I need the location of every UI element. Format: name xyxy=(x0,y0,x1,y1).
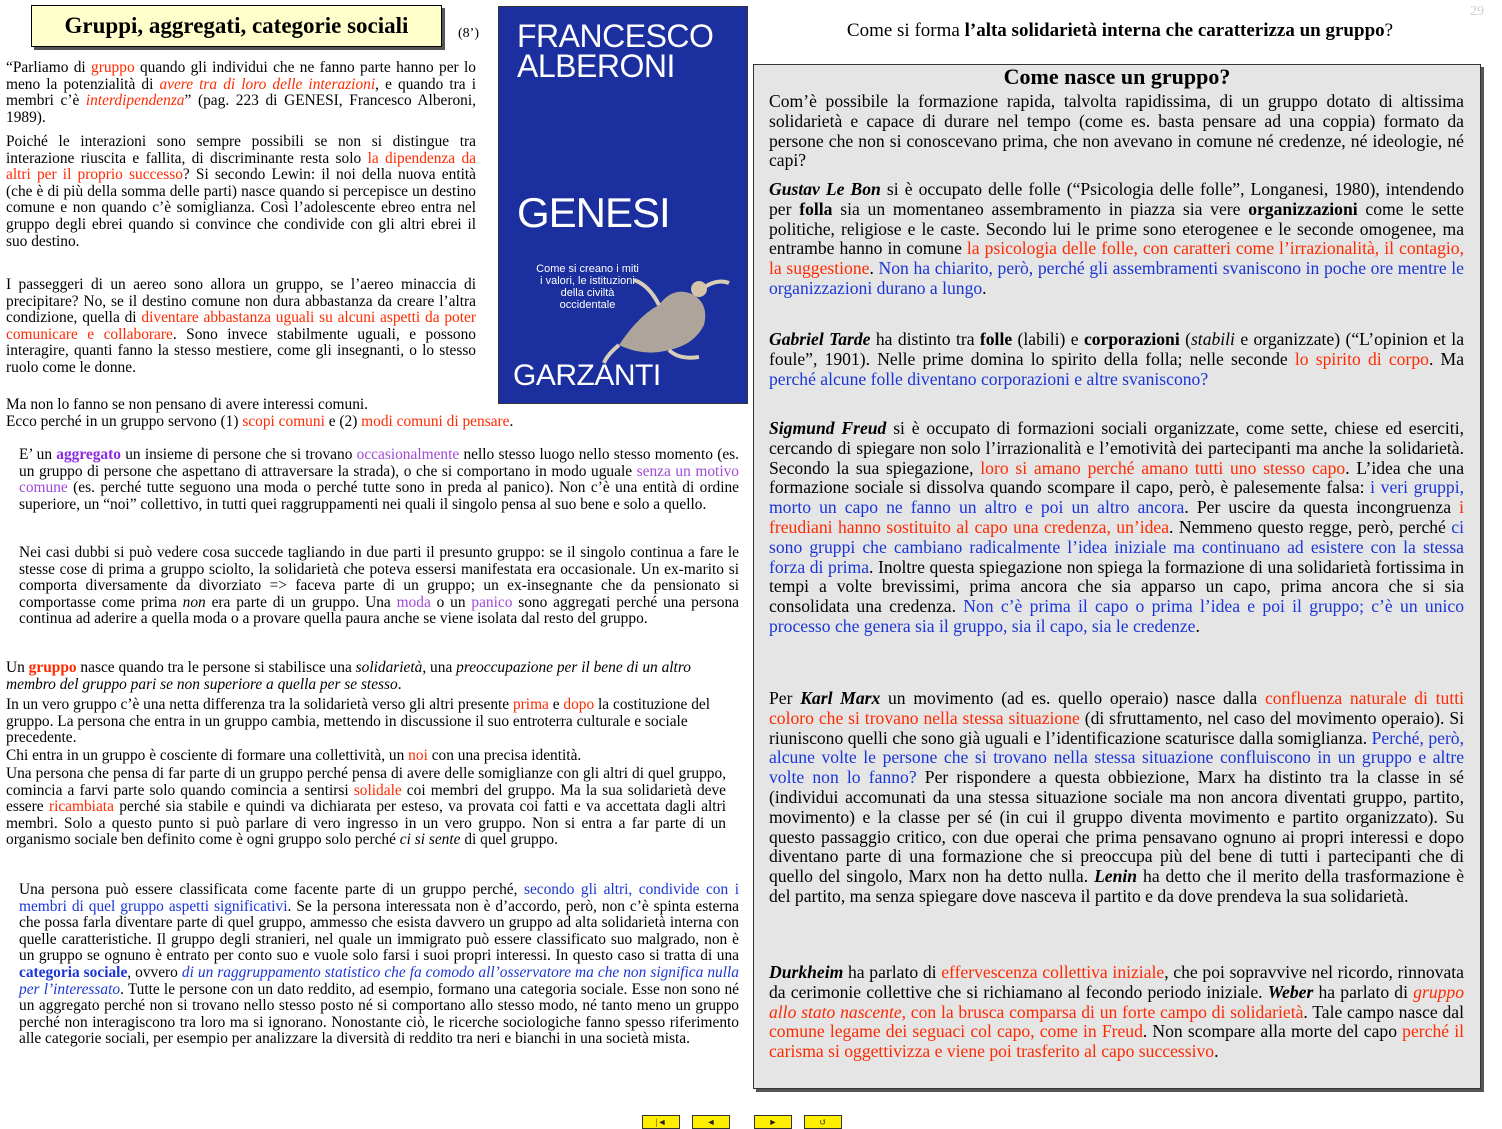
paragraph-passengers: I passeggeri di un aereo sono allora un gruppo, se l’aereo minaccia di precipitare? No, se il destino comune non dura abbastanza da creare l’altra condizione, quella di diventare abbastanza uguali su alcuni aspetti da poter comunicare e collaborare. Sono invece stabilmente uguali, e possono interagire, quanti fanno la stesso mestiere, come gli insegnanti, o lo stesso ruolo come le donne. xyxy=(6,276,476,376)
how-group-forms-box xyxy=(753,64,1481,1089)
question-heading: Come si forma l’alta solidarietà interna che caratterizza un gruppo? xyxy=(846,20,1394,41)
box-title: Come nasce un gruppo? xyxy=(1003,64,1231,89)
paragraph-intro-question: Com’è possibile la formazione rapida, talvolta rapidissima, di un gruppo dotato di altissima solidarietà e capace di durare nel tempo (come es. basta pensare ad una coppia) formato da persone che non si conoscevano prima, che non avevano in comune né credenze, né ideologie, né capi? xyxy=(769,91,1464,171)
paragraph-before-after: In un vero gruppo c’è una netta differenza tra la solidarietà verso gli altri presente prima e dopo la costituzione del gruppo. La persona che entra in un gruppo cambia, mettendo in discussione il suo entroterra culturale e sociale precedente. xyxy=(6,696,711,747)
paragraph-scopes: Ecco perché in un gruppo servono (1) scopi comuni e (2) modi comuni di pensare. xyxy=(6,413,514,430)
paragraph-freud: Sigmund Freud si è occupato di formazioni sociali organizzate, come sette, chiese ed eserciti, cercando di spiegare non solo l’irrazionalità e l’emotività dei partecipanti ma anche la solidarietà. Secondo la sua spiegazione, loro si amano perché amano tutti uno stesso capo. L’idea che una formazione sociale si dissolva quando scompare il capo, però, è palesemente falsa: i veri gruppi, morto un capo ne fanno un altro e poi un altro ancora. Per uscire da questa incongruenza i freudiani hanno sostituito al capo una credenza, un’idea. Nemmeno questo regge, però, perché ci sono gruppi che cambiano radicalmente l’idea iniziale ma continuano ad esistere con la stessa forza di prima. Inoltre questa spiegazione non spiega la formazione di una solidarietà fortissima in tempi a volte brevissimi, prima ancora che sia apparso un capo, prima ancora che si sia consolidata una credenza. Non c’è prima il capo o prima l’idea e poi il gruppo; c’è un unico processo che genera sia il gruppo, sia il capo, sia le credenze. xyxy=(769,418,1465,636)
nav-back-button[interactable]: ↺ xyxy=(804,1115,842,1129)
book-author: FRANCESCO ALBERONI xyxy=(517,18,714,84)
page-title: Gruppi, aggregati, categorie sociali xyxy=(31,5,442,47)
paragraph-group-definition: “Parliamo di gruppo quando gli individui che ne fanno parte hanno per lo meno la potenzialità di avere tra di loro delle interazioni, e quando tra i membri c’è interdipendenza” (pag. 223 di GENESI, Francesco Alberoni, 1989). xyxy=(6,59,477,126)
page-number: 29 xyxy=(1470,4,1484,19)
dancing-figure-illustration xyxy=(599,265,739,365)
paragraph-le-bon: Gustav Le Bon si è occupato delle folle (“Psicologia delle folle”, Longanesi, 1980), intendendo per folla sia un momentaneo assembramento in piazza sia vere organizzazioni come le sette politiche, religiose e le caste. Secondo lui le prime sono eterogenee e le seconde omogenee, ma entrambe hanno in comune la psicologia delle folle, con caratteri come l’irrazionalità, il contagio, la suggestione. Non ha chiarito, però, perché gli assembramenti svaniscono in poche ore mentre le organizzazioni durano a lungo. xyxy=(769,179,1464,298)
paragraph-lewin: Poiché le interazioni sono sempre possibili se non si distingue tra interazione riuscita e fallita, di discriminante resta solo la dipendenza da altri per il proprio successo? Si secondo Lewin: il noi della nuova entità (che è di più della somma delle parti) nasce quando si percepisce un destino comune e non quando c’è somiglianza. Così l’adolescente ebreo entra nel gruppo degli ebrei quando si convince che condivide con gli altri ebrei il suo destino. xyxy=(6,133,477,250)
paragraph-marx: Per Karl Marx un movimento (ad es. quello operaio) nasce dalla confluenza naturale di tutti coloro che si trovano nella stessa situazione (di sfruttamento, nel caso del movimento operaio). Si riuniscono quelli che sono già uguali e l’identificazione scaturisce dalla somiglianza. Perché, però, alcune volte le persone che si trovano nella stessa situazione confluiscono in un gruppo e altre volte non lo fanno? Per rispondere a questa obbiezione, Marx ha distinto tra la classe in sé (individui accomunati da una stessa situazione sociale ma non ancora diventati gruppo, partito, movimento) e la classe per sé (in cui il gruppo diventa movimento e partito organizzato). Su questo passaggio critico, con due operai che prima pensavano ognuno ai propri interessi e dopo diventano parte di una formazione che si preoccupa più del bene di tutti i partecipanti che di quello del singolo, Marx non ha detto nulla. Lenin ha detto che il merito della trasformazione è del partito, ma senza spiegare dove nasceva il partito e da dove prendeva la sua solidarietà. xyxy=(769,688,1464,906)
paragraph-membership: Una persona che pensa di far parte di un gruppo perché pensa di avere delle somiglianze con gli altri di quel gruppo, comincia a farvi parte solo quando comincia a sentirsi solidale coi membri del gruppo. Ma la sua solidarietà deve essere ricambiata perché sia stabile e quindi va dichiarata per esteso, va provata coi fatti e va accettata dagli altri membri. Solo a questo punto si può parlare di vero ingresso in un vero gruppo. Non si entra a far parte di un organismo sociale ben definito come è ogni gruppo solo perché ci si sente di quel gruppo. xyxy=(6,765,726,849)
paragraph-group-solidarity: Un gruppo nasce quando tra le persone si stabilisce una solidarietà, una preoccupazione per il bene di un altro membro del gruppo pari se non superiore a quella per se stesso. xyxy=(6,659,691,693)
nav-next-button[interactable]: ► xyxy=(754,1115,792,1129)
paragraph-social-category: Una persona può essere classificata come facente parte di un gruppo perché, secondo gli altri, condivide con i membri di quel gruppo aspetti significativi. Se la persona interessata non è d’accordo, però, non c’è spinta esterna che possa farla diventare parte di quel gruppo, ammesso che esista davvero un gruppo ad alta solidarietà interna con quelle caratteristiche. Il gruppo degli stranieri, nel quale un immigrato può essere classificato suo malgrado, non è un gruppo se ognuno è entrato per conto suo e vuole solo farsi i suoi propri interessi. In questo caso si tratta di una categoria sociale, ovvero di un raggruppamento statistico che fa comodo all’osservatore ma che non significa nulla per l’interessato. Tutte le persone con un dato reddito, ad esempio, formano una categoria sociale. Esse non sono né un aggregato perché non si trovano nello stesso posto né si comportano allo stesso modo, né tanto meno un gruppo perché non interagiscono tra loro ma si ignorano. Nonostante ciò, le ricerche sociologiche fanno spesso riferimento alle categorie sociali, per esempio per analizzare la diversità di reddito tra neri e bianchi in una società mista. xyxy=(19,881,739,1048)
paragraph-doubtful-cases: Nei casi dubbi si può vedere cosa succede tagliando in due parti il presunto gruppo: se il singolo continua a fare le stesse cose di prima a gruppo sciolto, la solidarietà che poteva essersi manifestata era occasionale. Un ex-marito si comporta diversamente da divorziato => faceva parte di un gruppo; un ex-insegnante che da pensionato si comportasse come prima non era parte di un gruppo. Una moda o un panico sono aggregati perché una persona continua ad aderire a quella moda o a provare quella paura anche se viene isolata dal resto del gruppo. xyxy=(19,544,739,628)
book-subtitle: Come si creano i miti i valori, le istituzioni della civiltà occidentale xyxy=(536,263,639,311)
time-note: (8’) xyxy=(458,26,479,41)
book-title: GENESI xyxy=(517,189,670,236)
nav-prev-button[interactable]: ◄ xyxy=(692,1115,730,1129)
paragraph-aggregate: E’ un aggregato un insieme di persone che si trovano occasionalmente nello stesso luogo nello stesso momento (es. un gruppo di persone che aspettano di attraversare la strada), o che si comportano in modo uguale senza un motivo comune (es. perché tutte seguono una moda o perché tutte sono in preda al panico). Non c’è una entità di ordine superiore, un “noi” collettivo, in tutti quei raggruppamenti nei quali il singolo pensa al suo bene e solo a quello. xyxy=(19,446,739,513)
paragraph-durkheim-weber: Durkheim ha parlato di effervescenza collettiva iniziale, che poi sopravvive nel ricordo, rinnovata da cerimonie collettive che si richiamano al fecondo periodo iniziale. Weber ha parlato di gruppo allo stato nascente, con la brusca comparsa di un forte campo di solidarietà. Tale campo nasce dal comune legame dei seguaci col capo, come in Freud. Non scompare alla morte del capo perché il carisma si oggettivizza e viene poi trasferito al capo successivo. xyxy=(769,962,1465,1062)
paragraph-collectivity: Chi entra in un gruppo è cosciente di formare una collettività, un noi con una precisa identità. xyxy=(6,747,582,764)
book-publisher: GARZANTI xyxy=(513,359,661,392)
nav-first-button[interactable]: |◄ xyxy=(642,1115,680,1129)
paragraph-tarde: Gabriel Tarde ha distinto tra folle (labili) e corporazioni (stabili e organizzate) (“L’opinion et la foule”, 1901). Nelle prime domina lo spirito della folla; nelle seconde lo spirito di corpo. Ma perché alcune folle diventano corporazioni e altre svaniscono? xyxy=(769,329,1465,389)
book-cover-image xyxy=(498,6,748,404)
paragraph-common-interests: Ma non lo fanno se non pensano di avere interessi comuni. xyxy=(6,396,369,413)
